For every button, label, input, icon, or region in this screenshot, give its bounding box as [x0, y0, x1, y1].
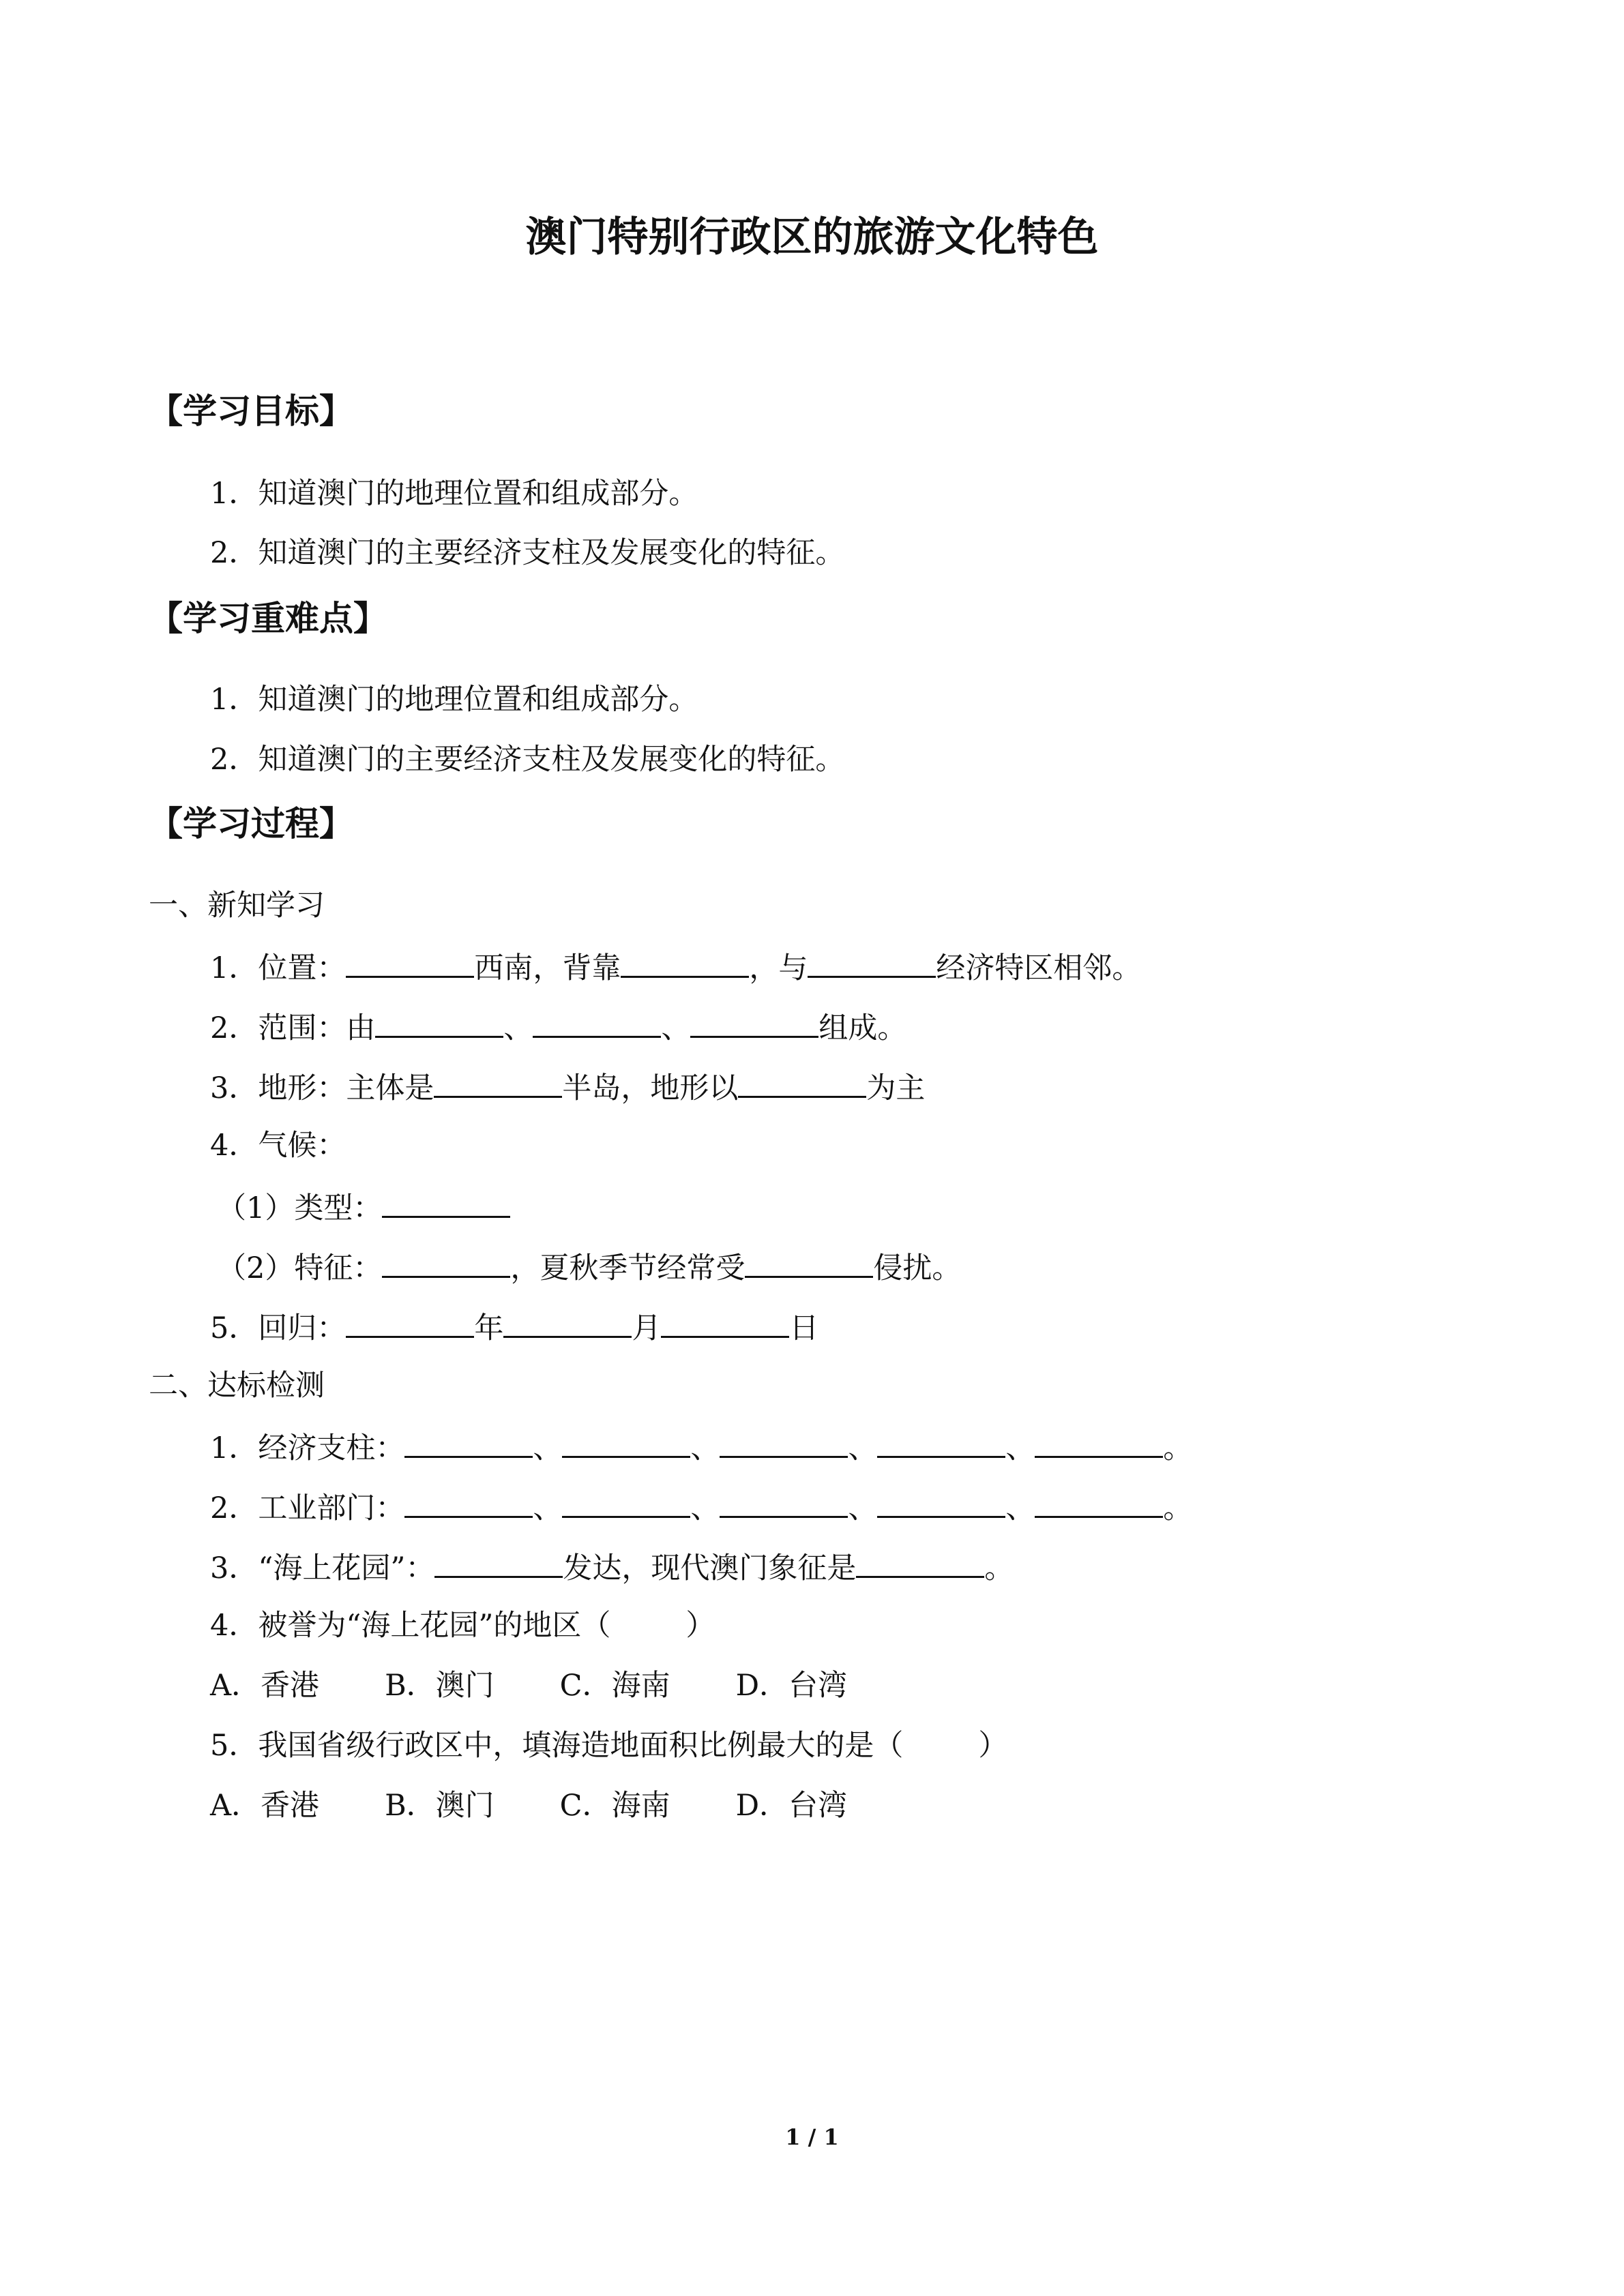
- answer-blank[interactable]: [745, 1251, 873, 1278]
- question-economic-pillars: 1．经济支柱： 、 、 、 、 。: [210, 1431, 1193, 1465]
- question-industries: 2．工业部门： 、 、 、 、 。: [210, 1491, 1193, 1525]
- part2-heading: 二、达标检测: [149, 1369, 325, 1403]
- option-c[interactable]: C．海南: [559, 1669, 670, 1703]
- answer-blank[interactable]: [346, 1311, 474, 1338]
- answer-blank[interactable]: [738, 1071, 866, 1098]
- answer-blank[interactable]: [690, 1011, 818, 1038]
- answer-blank[interactable]: [434, 1071, 562, 1098]
- option-b[interactable]: B．澳门: [385, 1789, 494, 1823]
- answer-blank[interactable]: [661, 1311, 789, 1338]
- answer-blank[interactable]: [1035, 1431, 1163, 1458]
- page-number: 1 / 1: [785, 2124, 839, 2150]
- option-d[interactable]: D．台湾: [735, 1789, 848, 1823]
- answer-blank[interactable]: [856, 1551, 984, 1578]
- question-climate-type: （1）类型：: [217, 1191, 510, 1223]
- answer-blank[interactable]: [533, 1011, 661, 1038]
- objective-1: 1．知道澳门的地理位置和组成部分。: [210, 477, 698, 511]
- answer-blank[interactable]: [877, 1431, 1005, 1458]
- answer-blank[interactable]: [404, 1431, 533, 1458]
- answer-blank[interactable]: [1035, 1491, 1163, 1518]
- choice-5-options: [210, 1791, 913, 1821]
- answer-blank[interactable]: [877, 1491, 1005, 1518]
- option-b[interactable]: B．澳门: [385, 1669, 494, 1703]
- answer-blank[interactable]: [562, 1491, 690, 1518]
- choice-4-options: [210, 1671, 913, 1701]
- option-a[interactable]: A．香港: [210, 1789, 320, 1823]
- question-choice-4: 4．被誉为“海上花园”的地区（ ）: [210, 1609, 715, 1643]
- answer-blank[interactable]: [375, 1011, 503, 1038]
- question-location: 1．位置： 西南，背靠 ，与 经济特区相邻。: [210, 951, 1142, 985]
- question-choice-5: 5．我国省级行政区中，填海造地面积比例最大的是（ ）: [210, 1729, 1008, 1763]
- answer-blank[interactable]: [562, 1431, 690, 1458]
- answer-blank[interactable]: [808, 951, 936, 978]
- heading-objectives: 【学习目标】: [149, 391, 353, 431]
- answer-blank[interactable]: [720, 1491, 848, 1518]
- answer-blank[interactable]: [720, 1431, 848, 1458]
- heading-key-points: 【学习重难点】: [149, 599, 387, 638]
- part1-heading: 一、新知学习: [149, 889, 325, 923]
- question-sea-garden: 3．“海上花园”： 发达，现代澳门象征是 。: [210, 1551, 1014, 1585]
- question-terrain: 3．地形：主体是 半岛，地形以 为主: [210, 1071, 926, 1105]
- option-a[interactable]: A．香港: [210, 1669, 320, 1703]
- key-point-1: 1．知道澳门的地理位置和组成部分。: [210, 683, 698, 717]
- answer-blank[interactable]: [503, 1311, 632, 1338]
- objective-2: 2．知道澳门的主要经济支柱及发展变化的特征。: [210, 536, 845, 570]
- answer-blank[interactable]: [404, 1491, 533, 1518]
- question-return: 5．回归： 年 月 日: [210, 1311, 819, 1345]
- answer-blank[interactable]: [621, 951, 749, 978]
- question-range: 2．范围：由 、 、 组成。: [210, 1011, 907, 1045]
- option-c[interactable]: C．海南: [559, 1789, 670, 1823]
- answer-blank[interactable]: [434, 1551, 563, 1578]
- page-title: 澳门特别行政区的旅游文化特色: [525, 213, 1099, 261]
- answer-blank[interactable]: [346, 951, 474, 978]
- question-climate: 4．气候：: [210, 1129, 346, 1163]
- answer-blank[interactable]: [382, 1251, 510, 1278]
- answer-blank[interactable]: [382, 1191, 510, 1218]
- key-point-2: 2．知道澳门的主要经济支柱及发展变化的特征。: [210, 743, 845, 777]
- question-climate-feature: （2）特征： ，夏秋季节经常受 侵扰。: [217, 1251, 962, 1285]
- heading-process: 【学习过程】: [149, 804, 353, 844]
- option-d[interactable]: D．台湾: [735, 1669, 848, 1703]
